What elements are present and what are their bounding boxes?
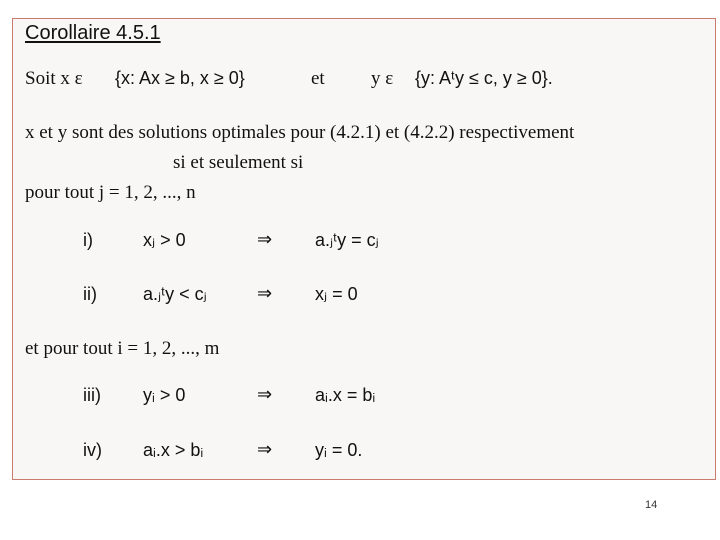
condition-label: iv): [83, 440, 102, 460]
condition-left: yᵢ > 0: [143, 385, 186, 405]
premise-soit-x: Soit x ε: [25, 68, 83, 89]
condition-left: a.ⱼᵗy < cⱼ: [143, 284, 207, 304]
condition-label: i): [83, 230, 93, 250]
implies-arrow-icon: ⇒: [257, 439, 273, 460]
implies-arrow-icon: ⇒: [257, 229, 273, 250]
premise-y-epsilon: y ε: [371, 68, 394, 89]
statement-line-1: x et y sont des solutions optimales pour (4.2.1) et (4.2.2) respectivement: [25, 122, 575, 143]
premise-et: et: [311, 68, 325, 89]
condition-left: xⱼ > 0: [143, 230, 186, 250]
implies-arrow-icon: ⇒: [257, 283, 273, 304]
statement-line-2: si et seulement si: [173, 152, 304, 173]
for-all-j-line: pour tout j = 1, 2, ..., n: [25, 182, 196, 203]
condition-label: iii): [83, 385, 101, 405]
condition-label: ii): [83, 284, 97, 304]
premise-set-x: {x: Ax ≥ b, x ≥ 0}: [115, 68, 245, 88]
page-number: 14: [645, 499, 658, 511]
condition-right: yᵢ = 0.: [315, 440, 363, 460]
scanned-corollary-image: [12, 18, 716, 480]
implies-arrow-icon: ⇒: [257, 384, 273, 405]
condition-left: aᵢ.x > bᵢ: [143, 440, 204, 460]
corollary-title: Corollaire 4.5.1: [25, 22, 161, 44]
condition-right: aᵢ.x = bᵢ: [315, 385, 376, 405]
condition-right: a.ⱼᵗy = cⱼ: [315, 230, 379, 250]
condition-right: xⱼ = 0: [315, 284, 358, 304]
for-all-i-line: et pour tout i = 1, 2, ..., m: [25, 338, 220, 359]
premise-set-y: {y: Aᵗy ≤ c, y ≥ 0}.: [415, 68, 553, 88]
